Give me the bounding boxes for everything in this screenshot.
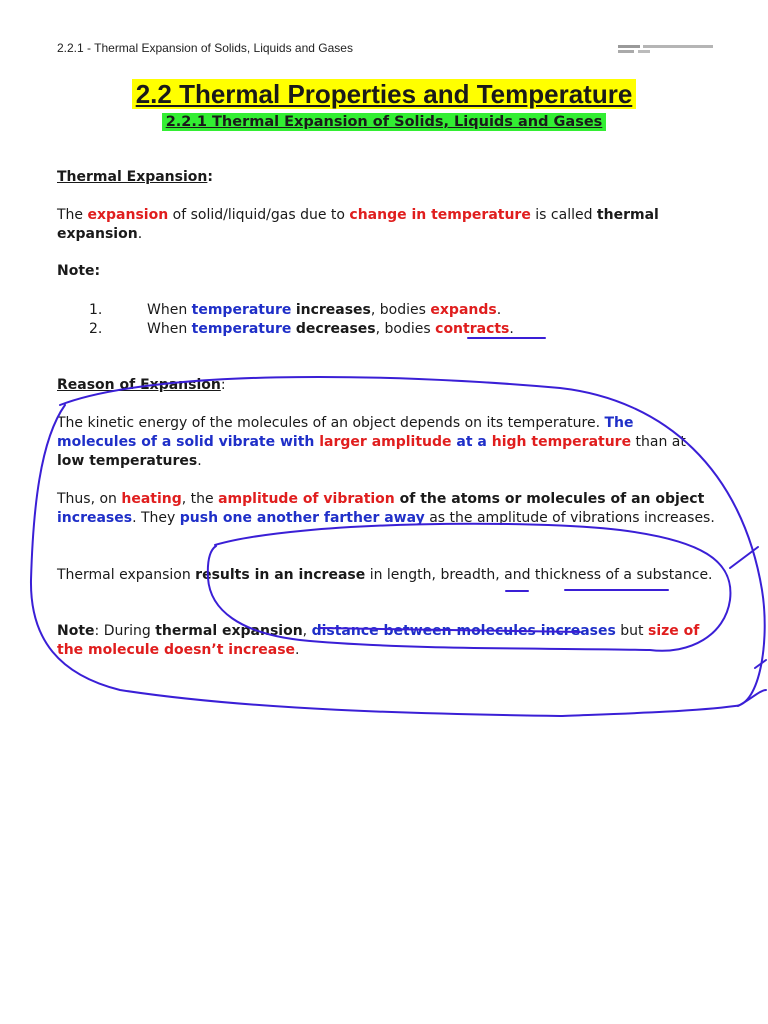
reason-paragraph-2: Thus, on heating, the amplitude of vibration of the atoms or molecules of an object increases. They push one another farther away as the amplitude of vibrations increases. — [57, 491, 715, 526]
reason-paragraph-4: Note: During thermal expansion, distance between molecules increases but size of the molecule doesn’t increase. — [57, 623, 700, 658]
reason-paragraph-3: Thermal expansion results in an increase in length, breadth, and thickness of a substance. — [57, 567, 713, 583]
outer-loop-stroke — [31, 377, 765, 716]
page-title: 2.2 Thermal Properties and Temperature — [0, 79, 768, 110]
strike-distance-stroke — [320, 628, 580, 632]
page-subtitle: 2.2.1 Thermal Expansion of Solids, Liquids and Gases — [0, 111, 768, 130]
list-item: 1. When temperature increases, bodies expands. — [89, 302, 502, 318]
definition-paragraph: The expansion of solid/liquid/gas due to change in temperature is called thermal expansion. — [57, 207, 659, 242]
list-item: 2. When temperature decreases, bodies contracts. — [89, 321, 514, 337]
inner-loop-stroke — [208, 524, 731, 651]
note-heading: Note: — [57, 263, 101, 279]
definition-heading: Thermal Expansion: — [57, 169, 213, 185]
inner-loop-tail-stroke — [730, 547, 758, 568]
running-header: 2.2.1 - Thermal Expansion of Solids, Liquids and Gases — [57, 41, 353, 55]
reason-paragraph-1: The kinetic energy of the molecules of an object depends on its temperature. The molecules of a solid vibrate with larger amplitude at a high temperature than at low temperatures. — [57, 415, 686, 469]
reason-heading: Reason of Expansion: — [57, 377, 226, 393]
